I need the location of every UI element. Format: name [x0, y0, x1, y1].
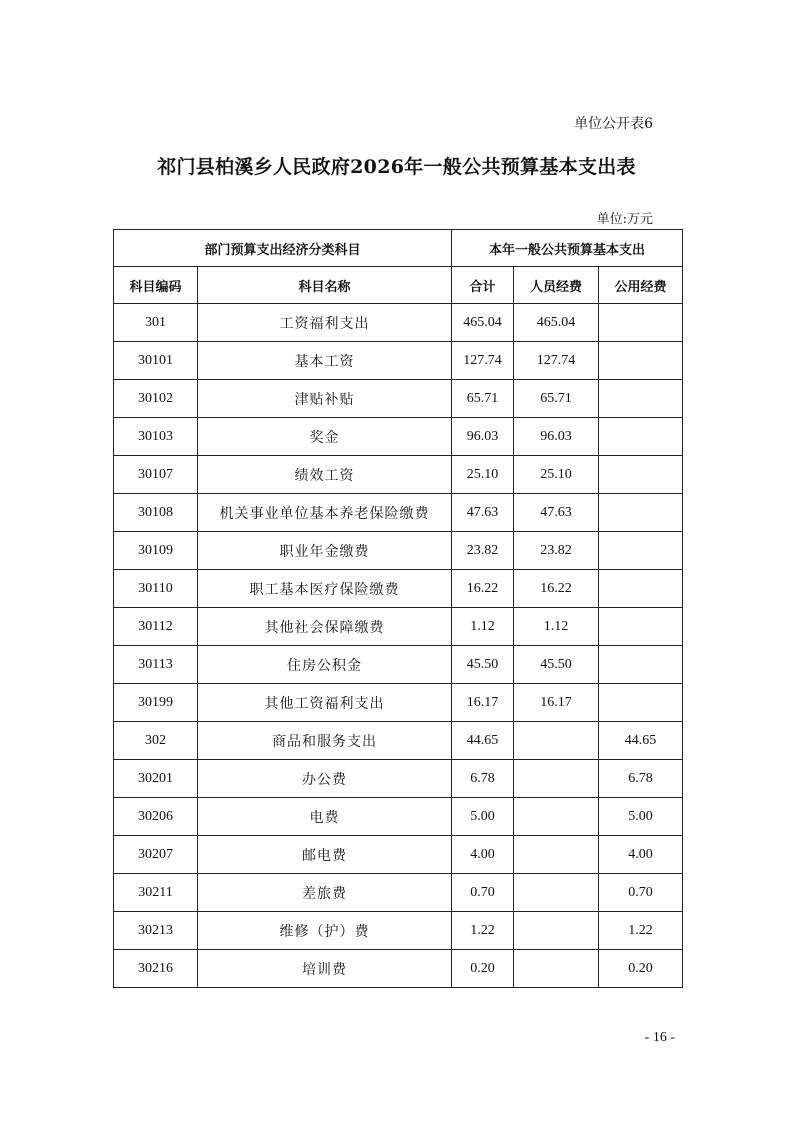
cell-name: 邮电费 [198, 836, 452, 874]
cell-personnel [514, 912, 599, 950]
header-name: 科目名称 [198, 267, 452, 304]
cell-personnel: 1.12 [514, 608, 599, 646]
table-row [114, 760, 683, 798]
cell-code: 30102 [114, 380, 198, 418]
cell-personnel [514, 950, 599, 988]
cell-personnel: 23.82 [514, 532, 599, 570]
table-row [114, 722, 683, 760]
cell-code: 30113 [114, 646, 198, 684]
table-row [114, 380, 683, 418]
cell-public: 0.70 [599, 874, 683, 912]
cell-code: 30109 [114, 532, 198, 570]
header-personnel: 人员经费 [514, 267, 599, 304]
cell-name: 绩效工资 [198, 456, 452, 494]
header-total: 合计 [452, 267, 514, 304]
cell-personnel: 127.74 [514, 342, 599, 380]
table-body [114, 304, 683, 988]
header-group-row [114, 230, 683, 267]
cell-personnel: 65.71 [514, 380, 599, 418]
page-number: - 16 - [644, 1030, 675, 1045]
cell-name: 职业年金缴费 [198, 532, 452, 570]
cell-code: 30211 [114, 874, 198, 912]
cell-public: 6.78 [599, 760, 683, 798]
header-public: 公用经费 [599, 267, 683, 304]
cell-code: 30107 [114, 456, 198, 494]
cell-name: 住房公积金 [198, 646, 452, 684]
cell-total: 1.12 [452, 608, 514, 646]
cell-public: 44.65 [599, 722, 683, 760]
cell-total: 5.00 [452, 798, 514, 836]
cell-name: 电费 [198, 798, 452, 836]
table-row [114, 836, 683, 874]
cell-public: 1.22 [599, 912, 683, 950]
table-row [114, 570, 683, 608]
cell-code: 301 [114, 304, 198, 342]
cell-personnel [514, 760, 599, 798]
header-basic-expenditure: 本年一般公共预算基本支出 [452, 230, 683, 267]
cell-name: 差旅费 [198, 874, 452, 912]
cell-total: 23.82 [452, 532, 514, 570]
table-row [114, 456, 683, 494]
cell-total: 0.70 [452, 874, 514, 912]
table-row [114, 494, 683, 532]
cell-public [599, 456, 683, 494]
cell-personnel: 25.10 [514, 456, 599, 494]
cell-public [599, 342, 683, 380]
cell-personnel [514, 722, 599, 760]
cell-name: 办公费 [198, 760, 452, 798]
cell-code: 30207 [114, 836, 198, 874]
cell-name: 奖金 [198, 418, 452, 456]
cell-public [599, 570, 683, 608]
unit-label: 单位:万元 [596, 212, 653, 227]
table-row [114, 608, 683, 646]
table-row [114, 418, 683, 456]
cell-code: 30103 [114, 418, 198, 456]
cell-public: 4.00 [599, 836, 683, 874]
cell-name: 基本工资 [198, 342, 452, 380]
cell-code: 30101 [114, 342, 198, 380]
cell-name: 商品和服务支出 [198, 722, 452, 760]
budget-table [113, 229, 683, 988]
cell-name: 培训费 [198, 950, 452, 988]
cell-code: 30108 [114, 494, 198, 532]
cell-total: 4.00 [452, 836, 514, 874]
table-row [114, 798, 683, 836]
page-title: 祁门县柏溪乡人民政府2026年一般公共预算基本支出表 [157, 156, 636, 178]
cell-name: 机关事业单位基本养老保险缴费 [198, 494, 452, 532]
table-row [114, 304, 683, 342]
table-row [114, 684, 683, 722]
table-row [114, 950, 683, 988]
cell-personnel: 45.50 [514, 646, 599, 684]
cell-personnel [514, 836, 599, 874]
cell-public: 0.20 [599, 950, 683, 988]
cell-code: 30199 [114, 684, 198, 722]
cell-total: 16.17 [452, 684, 514, 722]
cell-personnel [514, 874, 599, 912]
cell-code: 30110 [114, 570, 198, 608]
cell-total: 45.50 [452, 646, 514, 684]
cell-name: 维修（护）费 [198, 912, 452, 950]
cell-name: 津贴补贴 [198, 380, 452, 418]
cell-personnel: 47.63 [514, 494, 599, 532]
table-row [114, 532, 683, 570]
table-row [114, 342, 683, 380]
cell-personnel: 96.03 [514, 418, 599, 456]
cell-code: 30216 [114, 950, 198, 988]
cell-name: 其他工资福利支出 [198, 684, 452, 722]
cell-name: 其他社会保障缴费 [198, 608, 452, 646]
cell-name: 职工基本医疗保险缴费 [198, 570, 452, 608]
cell-personnel [514, 798, 599, 836]
cell-total: 44.65 [452, 722, 514, 760]
cell-public [599, 304, 683, 342]
cell-name: 工资福利支出 [198, 304, 452, 342]
cell-personnel: 16.17 [514, 684, 599, 722]
cell-public [599, 532, 683, 570]
cell-public [599, 380, 683, 418]
cell-total: 16.22 [452, 570, 514, 608]
table-row [114, 912, 683, 950]
table-row [114, 646, 683, 684]
table-row [114, 874, 683, 912]
cell-public [599, 418, 683, 456]
cell-public [599, 684, 683, 722]
cell-total: 465.04 [452, 304, 514, 342]
cell-code: 302 [114, 722, 198, 760]
header-code: 科目编码 [114, 267, 198, 304]
cell-total: 47.63 [452, 494, 514, 532]
cell-code: 30206 [114, 798, 198, 836]
cell-total: 0.20 [452, 950, 514, 988]
cell-total: 96.03 [452, 418, 514, 456]
cell-total: 6.78 [452, 760, 514, 798]
cell-total: 1.22 [452, 912, 514, 950]
cell-total: 25.10 [452, 456, 514, 494]
cell-public [599, 646, 683, 684]
cell-total: 127.74 [452, 342, 514, 380]
table-number: 单位公开表6 [574, 116, 653, 132]
header-economic-classification: 部门预算支出经济分类科目 [114, 230, 452, 267]
cell-public [599, 608, 683, 646]
cell-total: 65.71 [452, 380, 514, 418]
header-column-row [114, 267, 683, 304]
cell-code: 30213 [114, 912, 198, 950]
cell-personnel: 16.22 [514, 570, 599, 608]
cell-code: 30201 [114, 760, 198, 798]
cell-code: 30112 [114, 608, 198, 646]
cell-public: 5.00 [599, 798, 683, 836]
cell-public [599, 494, 683, 532]
cell-personnel: 465.04 [514, 304, 599, 342]
